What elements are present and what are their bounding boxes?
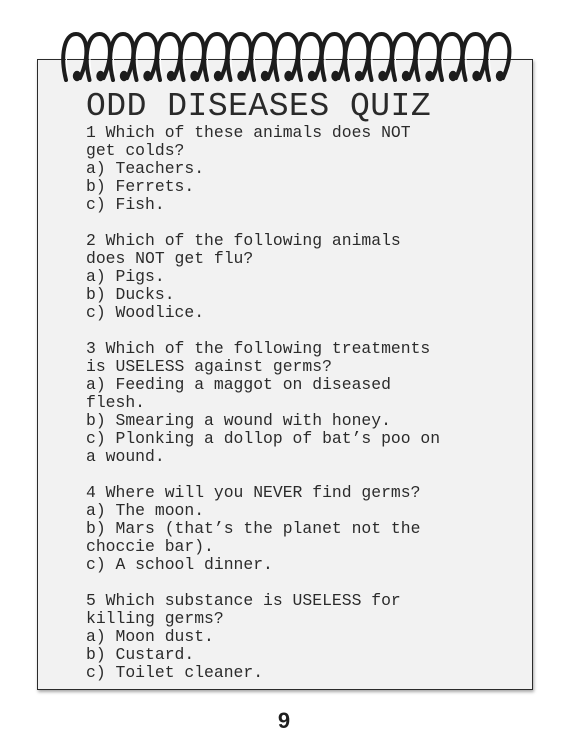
answer-option: c) Plonking a dollop of bat’s poo on xyxy=(86,429,441,448)
spiral-ring xyxy=(181,34,204,81)
question-text: does NOT get flu? xyxy=(86,249,254,268)
answer-option: a) Feeding a maggot on diseased xyxy=(86,375,391,394)
answer-option: c) A school dinner. xyxy=(86,555,273,574)
question-4 xyxy=(86,484,526,574)
answer-option: c) Woodlice. xyxy=(86,303,205,322)
question-2 xyxy=(86,232,526,322)
page-number: 9 xyxy=(277,708,291,733)
answer-option: a) Moon dust. xyxy=(86,627,214,646)
question-1 xyxy=(86,124,526,214)
spiral-binding xyxy=(0,0,568,92)
question-text: 3 Which of the following treatments xyxy=(86,339,431,358)
quiz-body xyxy=(86,124,526,700)
answer-option: flesh. xyxy=(86,393,146,412)
answer-option: c) Toilet cleaner. xyxy=(86,663,264,682)
answer-option: a) The moon. xyxy=(86,501,205,520)
spiral-ring xyxy=(275,34,298,81)
spiral-ring xyxy=(345,34,368,81)
question-5 xyxy=(86,592,526,682)
answer-option: a wound. xyxy=(86,447,165,466)
question-text: killing germs? xyxy=(86,609,224,628)
spiral-ring xyxy=(322,34,345,81)
answer-option: b) Mars (that’s the planet not the xyxy=(86,519,421,538)
answer-option: b) Ducks. xyxy=(86,285,175,304)
spiral-ring xyxy=(134,34,157,81)
answer-option: b) Ferrets. xyxy=(86,177,195,196)
answer-option: choccie bar). xyxy=(86,537,214,556)
spiral-ring xyxy=(486,34,509,81)
spiral-ring xyxy=(87,34,110,81)
question-3 xyxy=(86,340,526,466)
spiral-ring xyxy=(228,34,251,81)
question-text: 5 Which substance is USELESS for xyxy=(86,591,401,610)
question-text: 2 Which of the following animals xyxy=(86,231,401,250)
spiral-ring xyxy=(251,34,274,81)
answer-option: a) Pigs. xyxy=(86,267,165,286)
spiral-ring xyxy=(463,34,486,81)
spiral-ring xyxy=(157,34,180,81)
spiral-ring xyxy=(204,34,227,81)
spiral-ring xyxy=(439,34,462,81)
spiral-ring xyxy=(298,34,321,81)
question-text: get colds? xyxy=(86,141,185,160)
spiral-ring xyxy=(63,34,86,81)
question-text: is USELESS against germs? xyxy=(86,357,332,376)
spiral-ring xyxy=(416,34,439,81)
answer-option: c) Fish. xyxy=(86,195,165,214)
quiz-title: ODD DISEASES QUIZ xyxy=(86,88,432,125)
answer-option: b) Smearing a wound with honey. xyxy=(86,411,391,430)
answer-option: a) Teachers. xyxy=(86,159,205,178)
spiral-ring xyxy=(110,34,133,81)
spiral-ring xyxy=(392,34,415,81)
answer-option: b) Custard. xyxy=(86,645,195,664)
question-text: 4 Where will you NEVER find germs? xyxy=(86,483,421,502)
question-text: 1 Which of these animals does NOT xyxy=(86,123,411,142)
spiral-ring xyxy=(369,34,392,81)
